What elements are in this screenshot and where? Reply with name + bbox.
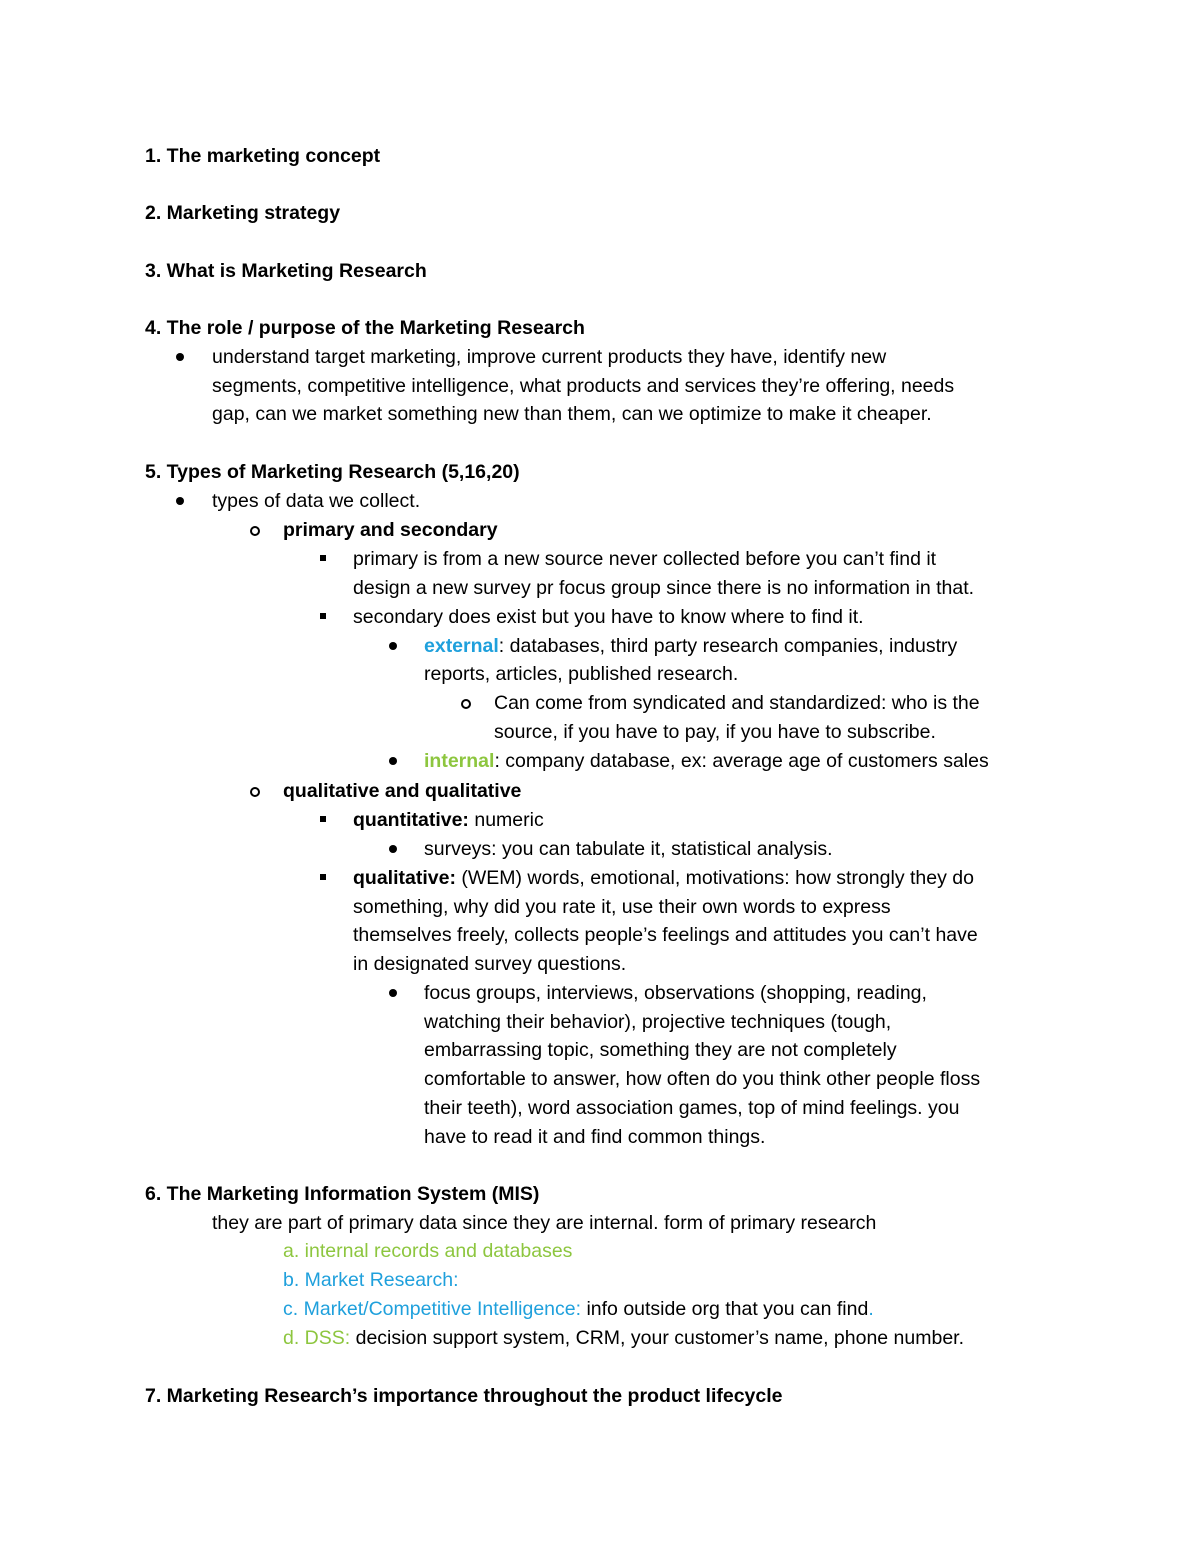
mis-item-d-text: decision support system, CRM, your customer’s name, phone number. — [350, 1327, 965, 1349]
focus-line-3: embarrassing topic, something they are not completely — [424, 1039, 897, 1061]
qualitative-label: qualitative: — [353, 867, 456, 889]
quantitative-label: quantitative: — [353, 809, 469, 831]
types-of-data: types of data we collect. — [212, 490, 421, 512]
role-line-3: gap, can we market something new than them, can we optimize to make it cheaper. — [212, 403, 932, 425]
mis-item-b: b. Market Research: — [283, 1269, 459, 1291]
qualitative-text: (WEM) words, emotional, motivations: how strongly they do — [455, 867, 974, 889]
external-label: external — [424, 635, 499, 657]
qualitative-line-3: themselves freely, collects people’s feelings and attitudes you can’t have — [353, 924, 978, 946]
role-line-2: segments, competitive intelligence, what products and services they’re offering, needs — [212, 375, 955, 397]
mis-item-d-label: d. DSS: — [283, 1327, 351, 1349]
focus-line-1: focus groups, interviews, observations (shopping, reading, — [424, 982, 927, 1004]
qualitative-line-1 — [353, 864, 974, 893]
mis-item-c — [283, 1295, 874, 1324]
role-line-1: understand target marketing, improve current products they have, identify new — [212, 346, 887, 368]
focus-line-5: their teeth), word association games, top of mind feelings. you — [424, 1097, 960, 1119]
mis-item-d — [283, 1324, 964, 1353]
mis-item-c-text: info outside org that you can find — [581, 1298, 869, 1320]
surveys-line: surveys: you can tabulate it, statistical analysis. — [424, 838, 833, 860]
focus-line-4: comfortable to answer, how often do you think other people floss — [424, 1068, 981, 1090]
external-line-2: reports, articles, published research. — [424, 663, 739, 685]
syndicated-line-2: source, if you have to pay, if you have to subscribe. — [494, 721, 936, 743]
qualitative-line-4: in designated survey questions. — [353, 953, 627, 975]
heading-role-purpose: 4. The role / purpose of the Marketing Research — [145, 317, 585, 339]
internal-label: internal — [424, 750, 495, 772]
focus-line-6: have to read it and find common things. — [424, 1126, 766, 1148]
heading-marketing-concept: 1. The marketing concept — [145, 145, 381, 167]
external-line-1 — [424, 632, 957, 661]
heading-marketing-strategy: 2. Marketing strategy — [145, 202, 341, 224]
qualitative-and-qualitative: qualitative and qualitative — [283, 780, 522, 802]
secondary-line: secondary does exist but you have to know where to find it. — [353, 606, 864, 628]
mis-item-c-label: c. Market/Competitive Intelligence: — [283, 1298, 582, 1320]
quantitative-line — [353, 806, 544, 835]
external-text: : databases, third party research companies, industry — [498, 635, 958, 657]
heading-types-of-research: 5. Types of Marketing Research (5,16,20) — [145, 461, 520, 483]
primary-line-2: design a new survey pr focus group since there is no information in that. — [353, 577, 975, 599]
qualitative-line-2: something, why did you rate it, use their own words to express — [353, 896, 891, 918]
heading-mis: 6. The Marketing Information System (MIS) — [145, 1183, 540, 1205]
mis-item-c-dot: . — [868, 1298, 874, 1320]
quantitative-text: numeric — [468, 809, 544, 831]
mis-item-a: a. internal records and databases — [283, 1240, 573, 1262]
focus-line-2: watching their behavior), projective techniques (tough, — [424, 1011, 892, 1033]
syndicated-line-1: Can come from syndicated and standardized: who is the — [494, 692, 980, 714]
primary-and-secondary: primary and secondary — [283, 519, 498, 541]
mis-intro: they are part of primary data since they are internal. form of primary research — [212, 1212, 877, 1234]
internal-line — [424, 747, 989, 776]
heading-what-is-marketing-research: 3. What is Marketing Research — [145, 260, 427, 282]
heading-product-lifecycle: 7. Marketing Research’s importance throughout the product lifecycle — [145, 1385, 783, 1407]
internal-text: : company database, ex: average age of customers sales — [494, 750, 989, 772]
primary-line-1: primary is from a new source never collected before you can’t find it — [353, 548, 937, 570]
